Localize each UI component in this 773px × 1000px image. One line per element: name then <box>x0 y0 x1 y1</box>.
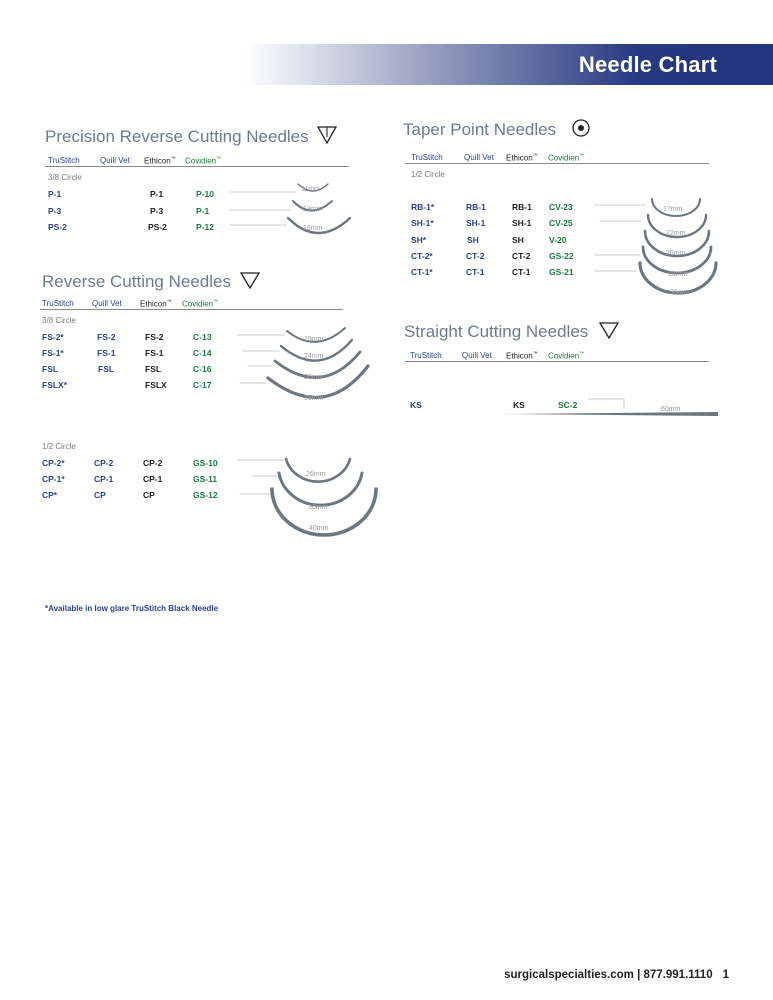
cell-quill: CT-2 <box>466 251 485 261</box>
cell-covidien: P-10 <box>196 189 214 199</box>
footnote: *Available in low glare TruStitch Black Needle <box>45 604 219 613</box>
cell-quill: FS-1 <box>97 348 116 358</box>
taper-title-text: Taper Point Needles <box>403 120 557 139</box>
col-header-ethicon: Ethicon <box>506 153 533 163</box>
cell-covidien: CV-23 <box>549 202 573 212</box>
cell-trustitch: KS <box>410 400 422 410</box>
cell-covidien: GS-10 <box>193 458 218 468</box>
group-label-1-2-circle: 1/2 Circle <box>42 442 76 451</box>
cell-ethicon: KS <box>513 400 525 410</box>
size-label: 11mm <box>301 186 320 193</box>
cell-covidien: GS-21 <box>549 267 574 277</box>
cell-quill: FS-2 <box>97 332 116 342</box>
col-header-covidien: Covidien <box>185 156 217 166</box>
size-label: 26mm <box>666 250 686 257</box>
cell-ethicon: SH <box>512 235 524 245</box>
cell-covidien: GS-12 <box>193 490 218 500</box>
tm-mark: ™ <box>579 153 585 159</box>
cell-ethicon: FSLX <box>145 380 167 390</box>
tm-mark: ™ <box>170 156 176 162</box>
cell-ethicon: P-3 <box>150 206 164 216</box>
page-footer <box>504 969 729 981</box>
cell-trustitch: P-1 <box>48 189 62 199</box>
size-label: 36mm <box>304 395 324 402</box>
page-number: 1 <box>722 969 729 981</box>
col-header-quill: Quill Vet <box>464 153 494 162</box>
page-title: Needle Chart <box>578 52 717 77</box>
cell-trustitch: CT-2* <box>411 251 433 261</box>
col-header-ethicon: Ethicon <box>140 299 167 309</box>
cell-ethicon: CT-1 <box>512 267 531 277</box>
tm-mark: ™ <box>579 351 585 357</box>
cell-trustitch: FS-1* <box>42 348 64 358</box>
size-label: 19mm <box>304 336 324 343</box>
cell-trustitch: CP* <box>42 490 58 500</box>
col-header-covidien: Covidien <box>548 153 580 163</box>
col-header-ethicon: Ethicon <box>506 351 533 361</box>
cell-trustitch: FS-2* <box>42 332 64 342</box>
cell-quill: SH <box>467 235 479 245</box>
cell-trustitch: SH* <box>411 235 427 245</box>
tm-mark: ™ <box>213 299 219 305</box>
cell-ethicon: P-1 <box>150 189 164 199</box>
size-label: 17mm <box>663 206 683 213</box>
group-label-1-2-circle: 1/2 Circle <box>411 170 445 179</box>
cell-trustitch: SH-1* <box>411 218 434 228</box>
size-label: 36mm <box>670 289 690 296</box>
cell-covidien: P-1 <box>196 206 210 216</box>
cell-quill: CT-1 <box>466 267 485 277</box>
needle-60mm-straight <box>502 412 718 416</box>
col-header-trustitch: TruStitch <box>411 153 443 162</box>
cell-trustitch: RB-1* <box>411 202 435 212</box>
tm-mark: ™ <box>216 156 222 162</box>
cell-ethicon: FS-1 <box>145 348 164 358</box>
size-label: 36mm <box>308 504 328 511</box>
cell-covidien: C-14 <box>193 348 212 358</box>
size-label: 26mm <box>306 471 326 478</box>
cell-ethicon: CP <box>143 490 155 500</box>
cell-quill: RB-1 <box>466 202 486 212</box>
cell-ethicon: PS-2 <box>148 222 167 232</box>
col-header-trustitch: TruStitch <box>48 156 80 165</box>
group-label-3-8-circle: 3/8 Circle <box>42 316 76 325</box>
col-header-quill: Quill Vet <box>462 351 492 360</box>
cell-quill: FSL <box>98 364 115 374</box>
straight-title-text: Straight Cutting Needles <box>404 322 589 341</box>
size-label: 22mm <box>666 230 686 237</box>
cell-quill: CP <box>94 490 106 500</box>
cell-quill: CP-2 <box>94 458 114 468</box>
col-header-ethicon: Ethicon <box>144 156 171 166</box>
cell-ethicon: SH-1 <box>512 218 532 228</box>
size-label: 60mm <box>661 406 681 413</box>
cell-covidien: C-16 <box>193 364 212 374</box>
cell-ethicon: CT-2 <box>512 251 531 261</box>
footer-contact: surgicalspecialties.com | 877.991.1110 <box>504 969 713 981</box>
precision-title-text: Precision Reverse Cutting Needles <box>45 127 309 146</box>
cell-covidien: C-17 <box>193 380 212 390</box>
size-label: 40mm <box>309 525 329 532</box>
cell-trustitch: PS-2 <box>48 222 67 232</box>
cell-ethicon: FSL <box>145 364 162 374</box>
size-label: 24mm <box>304 353 324 360</box>
cell-covidien: V-20 <box>549 235 567 245</box>
col-header-quill: Quill Vet <box>92 299 122 308</box>
cell-quill: SH-1 <box>466 218 486 228</box>
size-label: 30mm <box>304 374 324 381</box>
cell-covidien: P-12 <box>196 222 214 232</box>
reverse-title-text: Reverse Cutting Needles <box>42 272 231 291</box>
cell-covidien: C-13 <box>193 332 212 342</box>
cell-trustitch: FSLX* <box>42 380 68 390</box>
col-header-covidien: Covidien <box>182 299 214 309</box>
group-label-3-8-circle: 3/8 Circle <box>48 173 82 182</box>
cell-covidien: CV-25 <box>549 218 573 228</box>
cell-covidien: GS-22 <box>549 251 574 261</box>
cell-ethicon: FS-2 <box>145 332 164 342</box>
cell-ethicon: RB-1 <box>512 202 532 212</box>
cell-trustitch: P-3 <box>48 206 62 216</box>
cell-trustitch: FSL <box>42 364 59 374</box>
size-label: 26mm <box>668 271 688 278</box>
size-label: 13mm <box>303 206 323 213</box>
col-header-trustitch: TruStitch <box>42 299 74 308</box>
cell-trustitch: CP-2* <box>42 458 65 468</box>
cell-covidien: SC-2 <box>558 400 578 410</box>
col-header-covidien: Covidien <box>548 351 580 361</box>
cell-trustitch: CP-1* <box>42 474 65 484</box>
tm-mark: ™ <box>532 351 538 357</box>
tm-mark: ™ <box>166 299 172 305</box>
cell-trustitch: CT-1* <box>411 267 433 277</box>
cell-quill: CP-1 <box>94 474 114 484</box>
tm-mark: ™ <box>532 153 538 159</box>
cell-covidien: GS-11 <box>193 474 218 484</box>
size-label: 19mm <box>303 225 323 232</box>
col-header-trustitch: TruStitch <box>410 351 442 360</box>
col-header-quill: Quill Vet <box>100 156 130 165</box>
cell-ethicon: CP-2 <box>143 458 163 468</box>
cell-ethicon: CP-1 <box>143 474 163 484</box>
